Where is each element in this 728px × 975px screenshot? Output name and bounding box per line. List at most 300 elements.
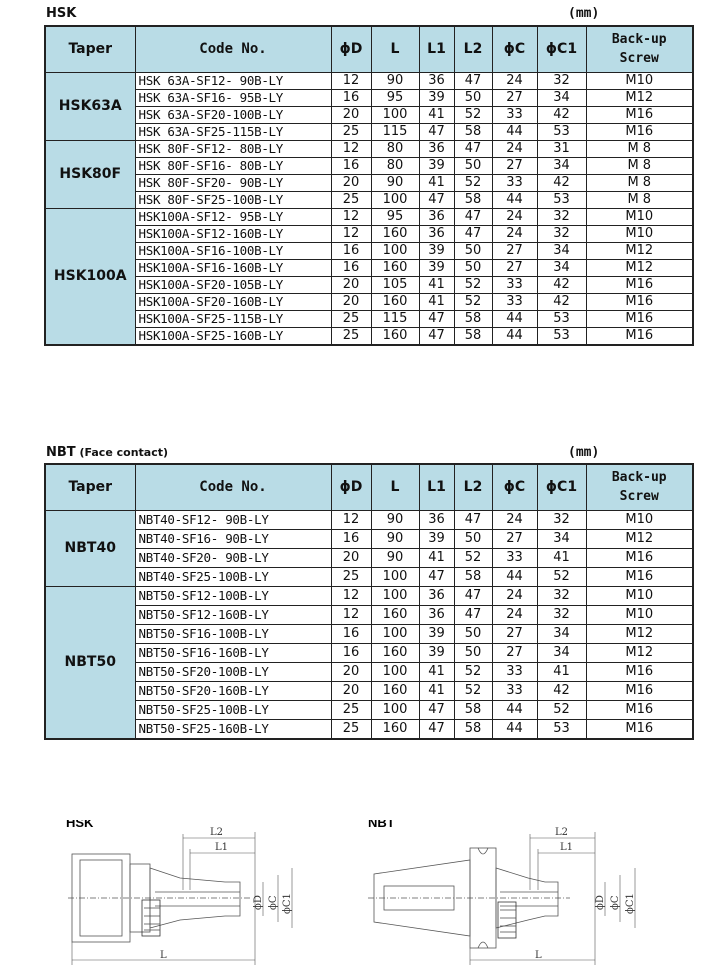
cell-phi-c: 33 [492, 662, 537, 681]
header-phi-d: ϕD [331, 26, 371, 72]
cell-l: 90 [371, 548, 419, 567]
cell-l1: 36 [419, 586, 454, 605]
header-backup-screw [586, 464, 693, 510]
nbt-dim-phi-c: ϕC [610, 895, 621, 910]
cell-l1: 39 [419, 157, 454, 174]
table-row [45, 259, 693, 276]
cell-backup-screw: M 8 [586, 174, 693, 191]
cell-backup-screw: M10 [586, 605, 693, 624]
cell-l1: 47 [419, 310, 454, 327]
cell-l1: 41 [419, 681, 454, 700]
cell-l: 90 [371, 510, 419, 529]
table-row [45, 276, 693, 293]
cell-phi-c: 44 [492, 700, 537, 719]
cell-phi-d: 25 [331, 327, 371, 345]
table-header-row [45, 464, 693, 510]
cell-phi-c1: 34 [537, 624, 586, 643]
cell-l: 100 [371, 662, 419, 681]
cell-l: 160 [371, 643, 419, 662]
cell-phi-c: 27 [492, 259, 537, 276]
cell-l: 90 [371, 72, 419, 89]
cell-phi-d: 12 [331, 208, 371, 225]
cell-l: 100 [371, 586, 419, 605]
cell-code-no: HSK100A-SF12- 95B-LY [135, 208, 331, 225]
cell-l2: 50 [454, 624, 492, 643]
cell-phi-d: 25 [331, 191, 371, 208]
cell-backup-screw: M10 [586, 510, 693, 529]
cell-l1: 47 [419, 719, 454, 739]
cell-phi-d: 12 [331, 605, 371, 624]
cell-backup-screw: M16 [586, 662, 693, 681]
cell-phi-c1: 42 [537, 681, 586, 700]
header-phi-c1: ϕC1 [537, 26, 586, 72]
cell-phi-c1: 34 [537, 259, 586, 276]
cell-l2: 52 [454, 106, 492, 123]
cell-code-no: HSK100A-SF20-160B-LY [135, 293, 331, 310]
cell-l1: 47 [419, 567, 454, 586]
cell-l: 160 [371, 327, 419, 345]
cell-code-no: NBT50-SF16-100B-LY [135, 624, 331, 643]
cell-phi-c1: 53 [537, 123, 586, 140]
cell-phi-c: 24 [492, 510, 537, 529]
nbt-holder-outline [368, 848, 570, 948]
cell-phi-c: 33 [492, 293, 537, 310]
cell-phi-d: 20 [331, 106, 371, 123]
cell-phi-c: 27 [492, 242, 537, 259]
cell-phi-c1: 34 [537, 89, 586, 106]
cell-l1: 36 [419, 510, 454, 529]
cell-l2: 50 [454, 259, 492, 276]
cell-phi-d: 16 [331, 624, 371, 643]
cell-l2: 58 [454, 123, 492, 140]
cell-l: 115 [371, 310, 419, 327]
table-row [45, 293, 693, 310]
table-row [45, 123, 693, 140]
table-row [45, 719, 693, 739]
nbt-dim-l: L [535, 950, 542, 961]
header-phi-c: ϕC [492, 464, 537, 510]
cell-l1: 39 [419, 624, 454, 643]
cell-phi-c1: 41 [537, 548, 586, 567]
cell-phi-d: 20 [331, 174, 371, 191]
table-row [45, 72, 693, 89]
table-row [45, 140, 693, 157]
table-row [45, 700, 693, 719]
cell-phi-c1: 41 [537, 662, 586, 681]
cell-l: 160 [371, 259, 419, 276]
cell-l: 160 [371, 293, 419, 310]
hsk-holder-outline [68, 854, 250, 942]
cell-phi-c: 24 [492, 586, 537, 605]
cell-l1: 47 [419, 191, 454, 208]
cell-code-no: HSK 80F-SF25-100B-LY [135, 191, 331, 208]
cell-phi-c1: 32 [537, 208, 586, 225]
cell-phi-d: 12 [331, 510, 371, 529]
cell-l1: 39 [419, 242, 454, 259]
cell-phi-c: 44 [492, 327, 537, 345]
header-backup-screw [586, 26, 693, 72]
hsk-spec-table [44, 25, 694, 346]
table-row [45, 662, 693, 681]
cell-l1: 41 [419, 276, 454, 293]
cell-l2: 47 [454, 605, 492, 624]
table-row [45, 327, 693, 345]
cell-backup-screw: M16 [586, 719, 693, 739]
header-phi-d: ϕD [331, 464, 371, 510]
cell-phi-c1: 53 [537, 327, 586, 345]
cell-phi-d: 20 [331, 548, 371, 567]
cell-phi-c1: 34 [537, 157, 586, 174]
cell-backup-screw: M16 [586, 310, 693, 327]
cell-phi-d: 12 [331, 140, 371, 157]
nbt-title: NBT [46, 445, 76, 460]
taper-group-label: HSK80F [45, 140, 135, 208]
table-row [45, 191, 693, 208]
cell-phi-c: 24 [492, 140, 537, 157]
table-row [45, 643, 693, 662]
cell-l: 100 [371, 567, 419, 586]
header-l2: L2 [454, 464, 492, 510]
cell-l: 100 [371, 191, 419, 208]
cell-backup-screw: M12 [586, 89, 693, 106]
cell-code-no: HSK100A-SF12-160B-LY [135, 225, 331, 242]
nbt-spec-table [44, 463, 694, 740]
cell-phi-d: 20 [331, 276, 371, 293]
cell-l1: 36 [419, 208, 454, 225]
cell-l: 100 [371, 106, 419, 123]
cell-l: 90 [371, 529, 419, 548]
cell-backup-screw: M12 [586, 529, 693, 548]
cell-phi-d: 25 [331, 310, 371, 327]
cell-code-no: NBT50-SF25-100B-LY [135, 700, 331, 719]
cell-phi-c1: 32 [537, 72, 586, 89]
table-row [45, 174, 693, 191]
cell-backup-screw: M12 [586, 624, 693, 643]
header-l2: L2 [454, 26, 492, 72]
header-backup-line2: Screw [619, 51, 659, 67]
cell-l: 100 [371, 700, 419, 719]
cell-l2: 47 [454, 208, 492, 225]
cell-l: 80 [371, 140, 419, 157]
cell-phi-c1: 42 [537, 174, 586, 191]
nbt-section-title [46, 445, 168, 460]
nbt-dim-phi-c1: ϕC1 [625, 893, 636, 914]
cell-phi-c: 24 [492, 225, 537, 242]
cell-l2: 52 [454, 681, 492, 700]
cell-code-no: HSK 63A-SF25-115B-LY [135, 123, 331, 140]
cell-code-no: HSK 63A-SF20-100B-LY [135, 106, 331, 123]
cell-backup-screw: M16 [586, 293, 693, 310]
cell-phi-c: 24 [492, 72, 537, 89]
header-code-no: Code No. [135, 26, 331, 72]
hsk-unit-label: (mm) [568, 6, 600, 21]
cell-phi-c: 27 [492, 89, 537, 106]
cell-code-no: HSK100A-SF25-115B-LY [135, 310, 331, 327]
cell-phi-d: 16 [331, 529, 371, 548]
cell-phi-c1: 34 [537, 643, 586, 662]
nbt-dim-phi-d: ϕD [595, 895, 606, 910]
cell-phi-c: 44 [492, 719, 537, 739]
nbt-holder-diagram [360, 820, 660, 970]
nbt-drawing [360, 820, 660, 974]
cell-phi-c: 27 [492, 643, 537, 662]
cell-phi-c: 33 [492, 276, 537, 293]
table-row [45, 106, 693, 123]
cell-phi-c1: 32 [537, 605, 586, 624]
cell-l: 100 [371, 624, 419, 643]
cell-phi-d: 16 [331, 259, 371, 276]
cell-phi-c: 24 [492, 605, 537, 624]
taper-group-label: HSK100A [45, 208, 135, 345]
cell-l: 105 [371, 276, 419, 293]
hsk-dim-l1: L1 [215, 842, 229, 853]
cell-l2: 52 [454, 293, 492, 310]
cell-code-no: NBT40-SF12- 90B-LY [135, 510, 331, 529]
cell-l2: 58 [454, 310, 492, 327]
table-row [45, 225, 693, 242]
cell-code-no: NBT50-SF20-160B-LY [135, 681, 331, 700]
cell-code-no: NBT50-SF20-100B-LY [135, 662, 331, 681]
cell-l1: 39 [419, 89, 454, 106]
cell-code-no: NBT50-SF12-160B-LY [135, 605, 331, 624]
nbt-subtitle: (Face contact) [75, 446, 169, 459]
cell-backup-screw: M16 [586, 276, 693, 293]
table-row [45, 157, 693, 174]
header-phi-c: ϕC [492, 26, 537, 72]
cell-l: 90 [371, 174, 419, 191]
cell-code-no: HSK 80F-SF20- 90B-LY [135, 174, 331, 191]
cell-l2: 50 [454, 157, 492, 174]
cell-code-no: NBT40-SF25-100B-LY [135, 567, 331, 586]
cell-l2: 50 [454, 529, 492, 548]
table-row [45, 624, 693, 643]
header-backup-line1: Back-up [611, 470, 667, 486]
cell-phi-c1: 52 [537, 700, 586, 719]
cell-phi-c: 44 [492, 310, 537, 327]
cell-code-no: HSK100A-SF16-100B-LY [135, 242, 331, 259]
cell-backup-screw: M 8 [586, 157, 693, 174]
cell-backup-screw: M16 [586, 327, 693, 345]
header-taper: Taper [45, 464, 135, 510]
table-row [45, 89, 693, 106]
cell-phi-c: 27 [492, 624, 537, 643]
cell-l: 160 [371, 719, 419, 739]
hsk-dim-l: L [160, 950, 167, 961]
header-backup-line2: Screw [619, 489, 659, 505]
cell-l2: 50 [454, 89, 492, 106]
cell-backup-screw: M 8 [586, 140, 693, 157]
cell-phi-c: 24 [492, 208, 537, 225]
cell-phi-c: 33 [492, 548, 537, 567]
cell-phi-c1: 32 [537, 510, 586, 529]
cell-phi-c1: 32 [537, 586, 586, 605]
cell-phi-c1: 42 [537, 106, 586, 123]
cell-phi-d: 16 [331, 643, 371, 662]
cell-phi-d: 16 [331, 242, 371, 259]
cell-l2: 47 [454, 72, 492, 89]
cell-l2: 58 [454, 567, 492, 586]
cell-phi-c: 44 [492, 191, 537, 208]
cell-phi-d: 20 [331, 681, 371, 700]
cell-l1: 41 [419, 174, 454, 191]
hsk-dim-phi-c1: ϕC1 [282, 893, 293, 914]
cell-l2: 58 [454, 719, 492, 739]
cell-backup-screw: M12 [586, 643, 693, 662]
cell-code-no: HSK 63A-SF16- 95B-LY [135, 89, 331, 106]
cell-l2: 52 [454, 276, 492, 293]
table-row [45, 605, 693, 624]
table-row [45, 242, 693, 259]
header-code-no: Code No. [135, 464, 331, 510]
cell-l1: 36 [419, 225, 454, 242]
cell-l1: 41 [419, 662, 454, 681]
cell-l2: 50 [454, 643, 492, 662]
header-backup-line1: Back-up [611, 32, 667, 48]
cell-l2: 47 [454, 225, 492, 242]
cell-l2: 52 [454, 174, 492, 191]
hsk-holder-diagram [60, 820, 320, 970]
table-row [45, 567, 693, 586]
cell-backup-screw: M10 [586, 72, 693, 89]
cell-phi-c1: 53 [537, 191, 586, 208]
cell-phi-c1: 31 [537, 140, 586, 157]
cell-phi-c: 33 [492, 681, 537, 700]
cell-phi-c1: 53 [537, 310, 586, 327]
table-row [45, 310, 693, 327]
cell-phi-c1: 32 [537, 225, 586, 242]
cell-l2: 47 [454, 510, 492, 529]
cell-phi-c: 33 [492, 174, 537, 191]
nbt-dim-l1: L1 [560, 842, 574, 853]
cell-backup-screw: M16 [586, 548, 693, 567]
cell-code-no: HSK100A-SF20-105B-LY [135, 276, 331, 293]
cell-phi-c: 44 [492, 123, 537, 140]
cell-phi-c1: 34 [537, 242, 586, 259]
cell-phi-d: 20 [331, 293, 371, 310]
cell-code-no: HSK100A-SF16-160B-LY [135, 259, 331, 276]
cell-phi-d: 12 [331, 586, 371, 605]
nbt-unit-label: (mm) [568, 445, 600, 460]
taper-group-label: HSK63A [45, 72, 135, 140]
cell-l: 115 [371, 123, 419, 140]
cell-backup-screw: M16 [586, 700, 693, 719]
cell-l1: 39 [419, 259, 454, 276]
cell-l: 95 [371, 89, 419, 106]
cell-phi-d: 12 [331, 72, 371, 89]
table-row [45, 510, 693, 529]
hsk-drawing [60, 820, 320, 974]
cell-backup-screw: M12 [586, 259, 693, 276]
cell-l2: 58 [454, 327, 492, 345]
cell-l1: 36 [419, 72, 454, 89]
cell-l1: 36 [419, 605, 454, 624]
hsk-drawing-title: HSK [66, 820, 94, 830]
cell-phi-d: 25 [331, 719, 371, 739]
cell-backup-screw: M16 [586, 567, 693, 586]
cell-backup-screw: M12 [586, 242, 693, 259]
cell-phi-d: 25 [331, 700, 371, 719]
cell-backup-screw: M 8 [586, 191, 693, 208]
cell-phi-d: 12 [331, 225, 371, 242]
cell-l2: 58 [454, 700, 492, 719]
cell-phi-c1: 52 [537, 567, 586, 586]
cell-code-no: HSK 80F-SF16- 80B-LY [135, 157, 331, 174]
table-row [45, 548, 693, 567]
taper-group-label: NBT40 [45, 510, 135, 586]
cell-backup-screw: M10 [586, 225, 693, 242]
cell-l1: 39 [419, 529, 454, 548]
cell-l1: 41 [419, 106, 454, 123]
cell-phi-d: 20 [331, 662, 371, 681]
header-l: L [371, 464, 419, 510]
cell-l1: 41 [419, 548, 454, 567]
cell-l1: 47 [419, 123, 454, 140]
cell-phi-c1: 42 [537, 293, 586, 310]
cell-phi-d: 25 [331, 123, 371, 140]
cell-l: 160 [371, 605, 419, 624]
cell-l1: 36 [419, 140, 454, 157]
cell-code-no: NBT40-SF20- 90B-LY [135, 548, 331, 567]
cell-phi-d: 16 [331, 157, 371, 174]
cell-backup-screw: M16 [586, 106, 693, 123]
cell-phi-c: 27 [492, 529, 537, 548]
hsk-dim-l2: L2 [210, 827, 224, 838]
cell-code-no: NBT50-SF25-160B-LY [135, 719, 331, 739]
cell-phi-d: 25 [331, 567, 371, 586]
header-taper: Taper [45, 26, 135, 72]
header-l: L [371, 26, 419, 72]
cell-l2: 47 [454, 586, 492, 605]
cell-l: 80 [371, 157, 419, 174]
hsk-section-title: HSK [46, 6, 77, 21]
cell-code-no: HSK 63A-SF12- 90B-LY [135, 72, 331, 89]
cell-l: 160 [371, 681, 419, 700]
cell-phi-c: 33 [492, 106, 537, 123]
cell-l1: 41 [419, 293, 454, 310]
cell-l1: 47 [419, 327, 454, 345]
cell-l2: 52 [454, 662, 492, 681]
cell-l2: 50 [454, 242, 492, 259]
hsk-dim-phi-c: ϕC [268, 895, 279, 910]
cell-l: 160 [371, 225, 419, 242]
cell-code-no: HSK 80F-SF12- 80B-LY [135, 140, 331, 157]
cell-code-no: NBT50-SF12-100B-LY [135, 586, 331, 605]
cell-backup-screw: M16 [586, 123, 693, 140]
cell-l: 100 [371, 242, 419, 259]
cell-code-no: NBT40-SF16- 90B-LY [135, 529, 331, 548]
cell-code-no: NBT50-SF16-160B-LY [135, 643, 331, 662]
nbt-dim-l2: L2 [555, 827, 569, 838]
cell-phi-c: 27 [492, 157, 537, 174]
cell-backup-screw: M10 [586, 586, 693, 605]
cell-phi-c1: 42 [537, 276, 586, 293]
cell-phi-c: 44 [492, 567, 537, 586]
cell-l2: 52 [454, 548, 492, 567]
cell-phi-d: 16 [331, 89, 371, 106]
cell-l: 95 [371, 208, 419, 225]
cell-backup-screw: M10 [586, 208, 693, 225]
nbt-drawing-title: NBT [368, 820, 395, 830]
header-l1: L1 [419, 464, 454, 510]
table-row [45, 529, 693, 548]
cell-l2: 47 [454, 140, 492, 157]
taper-group-label: NBT50 [45, 586, 135, 739]
header-phi-c1: ϕC1 [537, 464, 586, 510]
hsk-dim-phi-d: ϕD [253, 895, 264, 910]
table-row [45, 681, 693, 700]
cell-l1: 47 [419, 700, 454, 719]
header-l1: L1 [419, 26, 454, 72]
